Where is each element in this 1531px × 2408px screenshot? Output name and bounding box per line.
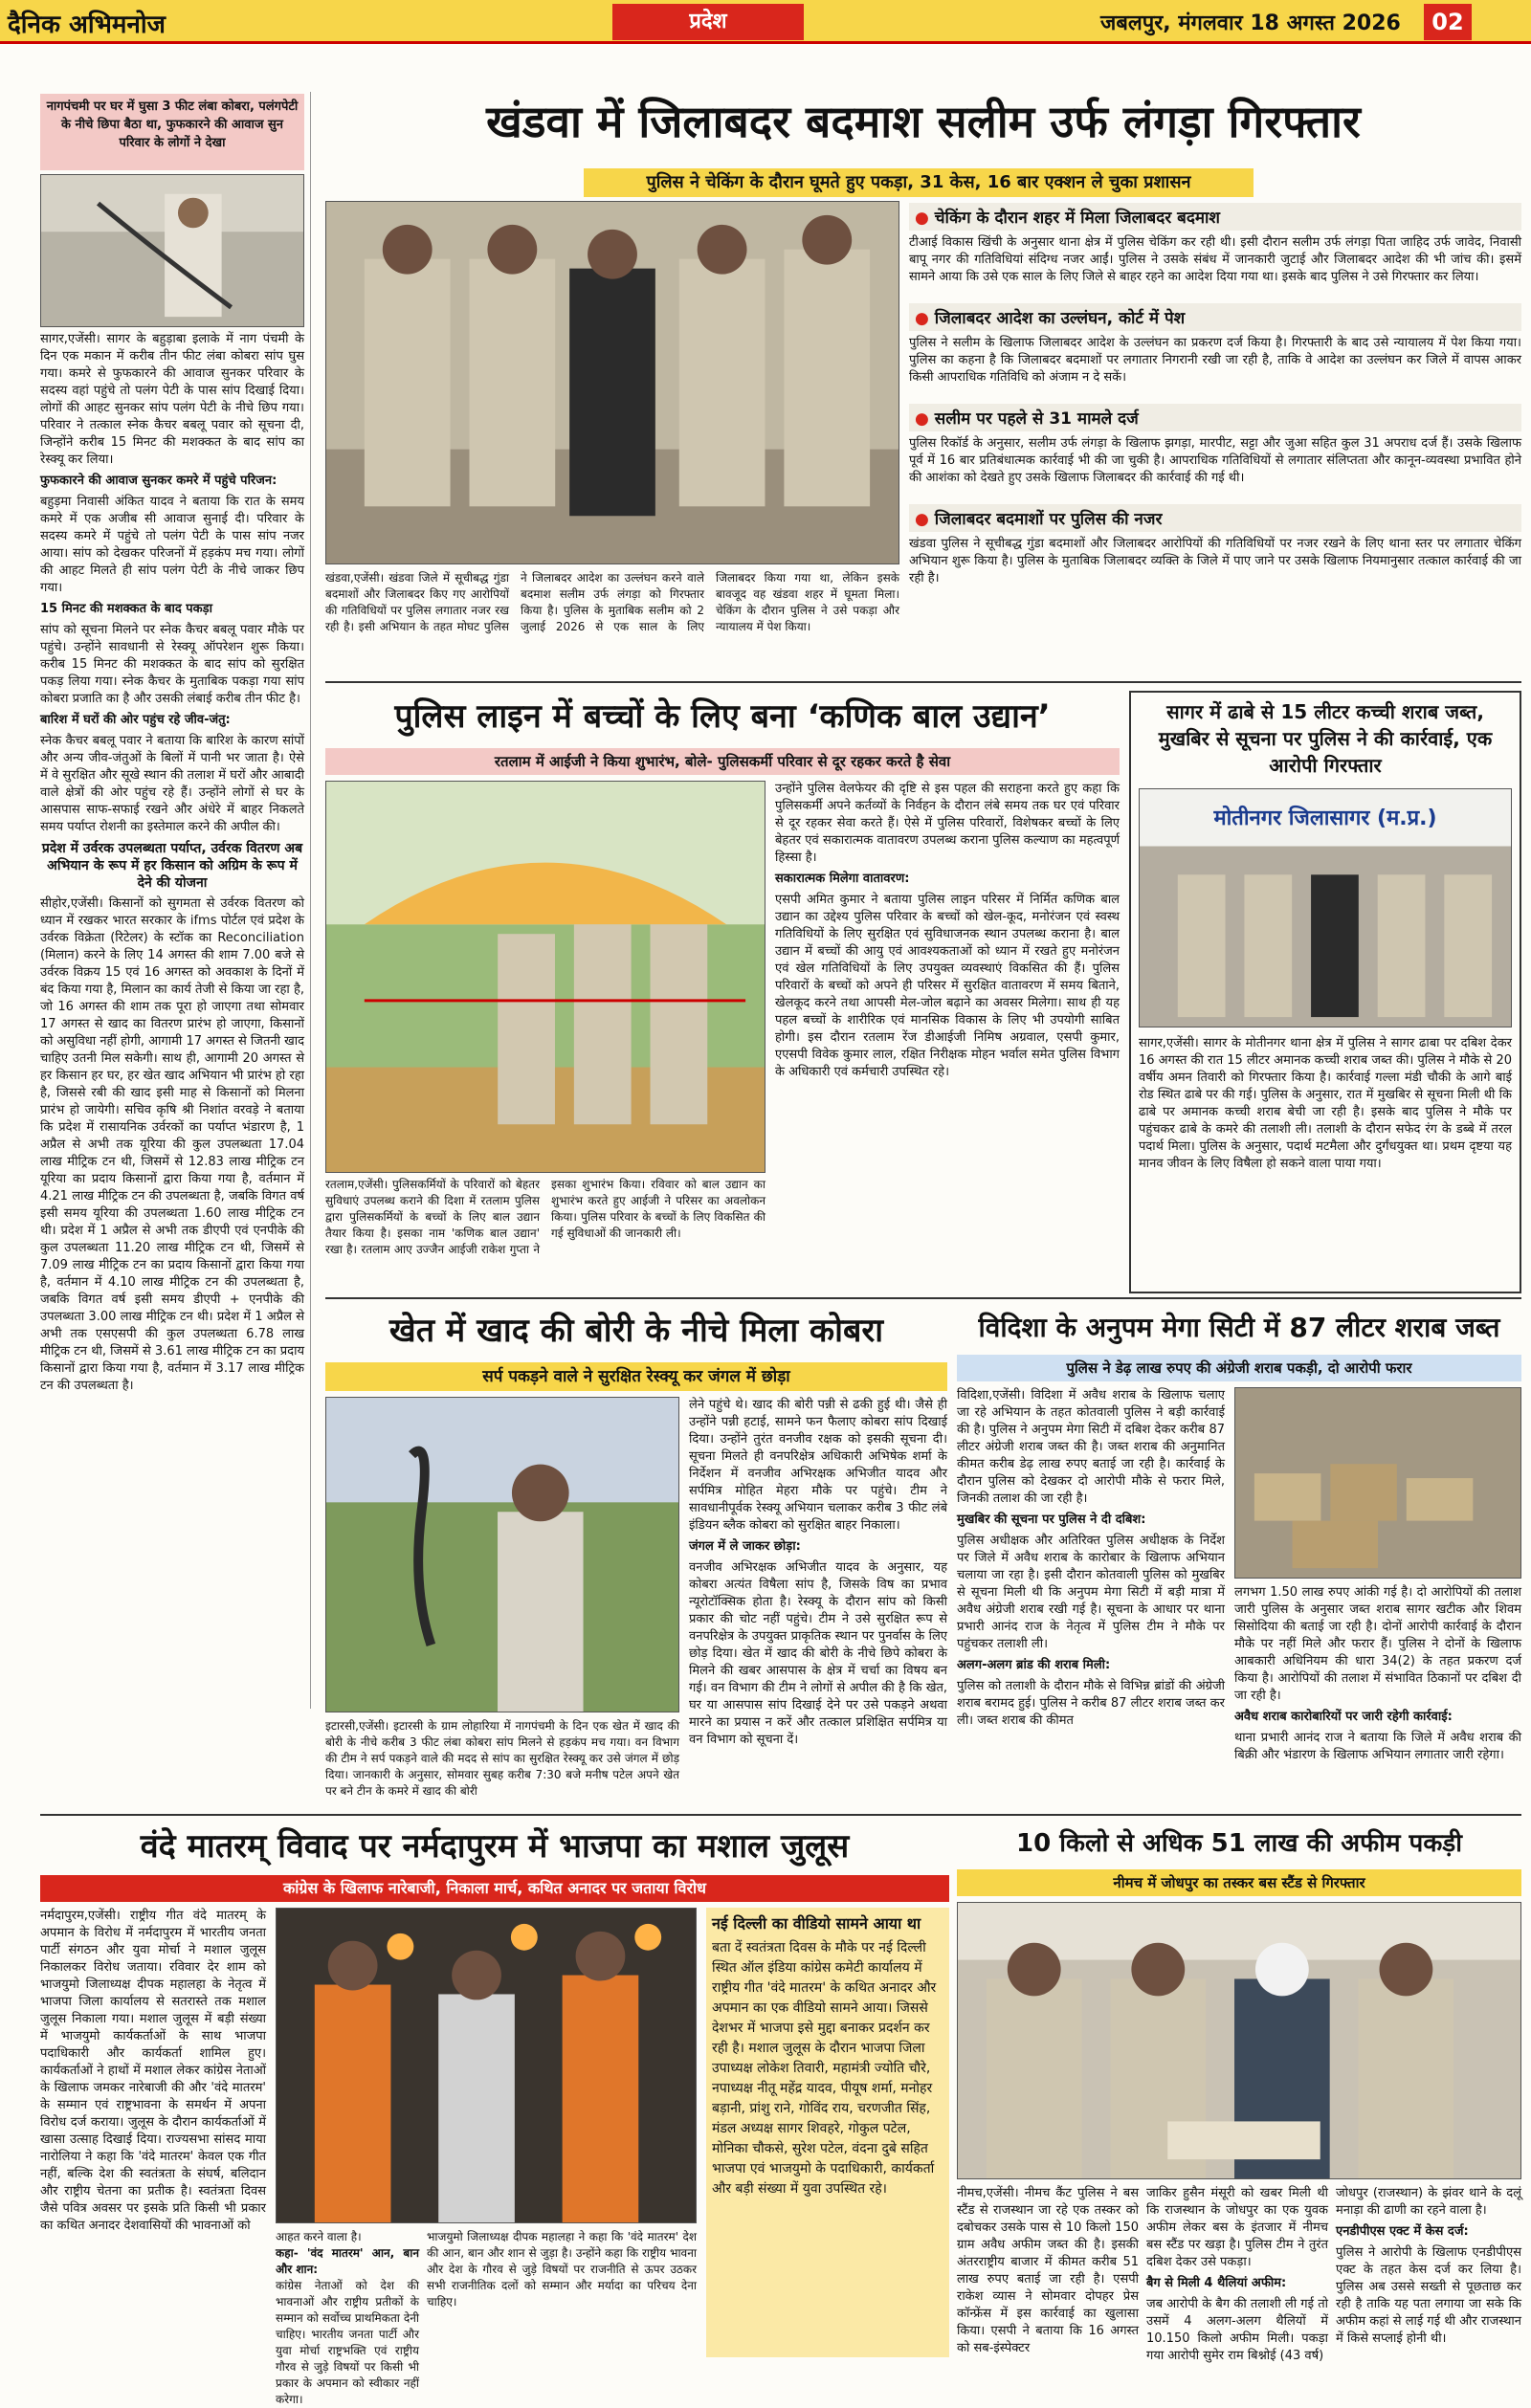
section-rule-2 — [325, 1297, 1521, 1299]
opium-col-1: नीमच,एजेंसी। नीमच कैंट पुलिस ने बस स्टैंड से राजस्थान जा रहे एक तस्कर को दबोचकर उसके पास से 10 किलो 150 ग्राम अवैध अफीम जब्त की है। इसकी अंतरराष्ट्रीय बाजार में कीमत करीब 51 लाख रुपए बताई जा रही है। एसपी राकेश व्यास ने सोमवार दोपहर प्रेस कॉन्फ्रेंस में इस कार्रवाई का खुलासा किया। एसपी ने बताया कि 16 अगस्त को सब-इंस्पेक्टर — [957, 2186, 1139, 2355]
lead-subhead-1: ● चेकिंग के दौरान शहर में मिला जिलाबदर बदमाश — [909, 203, 1521, 231]
sagar-body: सागर,एजेंसी। सागर के मोतीनगर थाना क्षेत्र में पुलिस ने सागर ढाबा पर दबिश देकर 16 अगस्त की रात 15 लीटर अमानक कच्ची शराब जब्त की। पुलिस ने मौके से 20 वर्षीय अमन तिवारी को गिरफ्तार किया है। कार्रवाई गल्ला मंडी चौकी के आगे बाई रोड स्थित ढाबे पर की गई। पुलिस के अनुसार, रात में मुखबिर से सूचना मिली थी कि ढाबे पर अमानक कच्ची शराब बेची जा रही है। इसके बाद पुलिस ने मौके पर पहुंचकर ढाबे के कमरे की तलाशी ली। तलाशी के दौरान सफेद रंग के डब्बे में तरल पदार्थ मिला। पुलिस के अनुसार, पदार्थ मटमैला और दुर्गंधयुक्त था। प्रथम दृष्टया यह मानव जीवन के लिए विषैला हो सकने वाला पाया गया। — [1139, 1036, 1512, 1171]
snake-catcher-photo — [40, 174, 304, 327]
snake-body-3: सांप को सूचना मिलने पर स्नेक कैचर बबलू पवार मौके पर पहुंचे। उन्होंने सावधानी से रेस्क्यू ऑपरेशन शुरू किया। करीब 15 मिनट की मशक्कत के बाद सांप को सुरक्षित पकड़ लिया गया। स्नेक कैचर के मुताबिक पकड़ा गया सांप कोबरा प्रजाति का है और उसकी लंबाई करीब तीन फीट है। — [40, 623, 304, 706]
vande-caption-1 — [276, 2229, 419, 2406]
snake-body-4: स्नेक कैचर बबलू पवार ने बताया कि बारिश के कारण सांपों और अन्य जीव-जंतुओं के बिलों में पानी भर जाता है। ऐसे में वे सुरक्षित और सूखे स्थान की तलाश में घरों और आबादी वाले क्षेत्रों की ओर पहुंच रहे हैं। उन्होंने लोगों से घर के आसपास साफ-सफाई रखने और अंधेरे में बाहर निकलते समय पर्याप्त रोशनी का इस्तेमाल करने की अपील की। — [40, 734, 304, 834]
section-rule-3 — [40, 1814, 1521, 1816]
delhi-video-box — [706, 1908, 949, 2357]
opium-band: नीमच में जोधपुर का तस्कर बस स्टैंड से गिरफ्तार — [957, 1869, 1521, 1896]
baludyan-subhead: सकारात्मक मिलेगा वातावरण: — [775, 872, 910, 886]
snake-story-body — [40, 331, 304, 1967]
lead-photo-caption: खंडवा,एजेंसी। खंडवा जिले में सूचीबद्ध गुंडा बदमाशों और जिलाबदर किए गए आरोपियों की गतिविधियों पर पुलिस लगातार नजर रख रही है। इसी अभियान के तहत मोघट पुलिस ने जिलाबदर आदेश का उल्लंघन करने वाले बदमाश सलीम उर्फ लंगड़ा को गिरफ्तार किया है। पुलिस के मुताबिक सलीम को 2 जुलाई 2026 से एक साल के लिए जिलाबदर किया गया था, लेकिन इसके बावजूद वह खंडवा शहर में घूमता मिला। चेकिंग के दौरान पुलिस ने उसे पकड़ा और न्यायालय में पेश किया। — [325, 571, 899, 633]
snake-subhead-2: 15 मिनट की मशक्कत के बाद पकड़ा — [40, 602, 212, 616]
lead-body-3: पुलिस रिकॉर्ड के अनुसार, सलीम उर्फ लंगड़ा के खिलाफ झगड़ा, मारपीट, सट्टा और जुआ सहित कुल 31 अपराध दर्ज हैं। उसके खिलाफ पूर्व में 16 बार प्रतिबंधात्मक कार्रवाई भी की जा चुकी है। आपराधिक गतिविधियों से लगातार संलिप्तता और कानून-व्यवस्था प्रभावित होने की आशंका को देखते हुए उसके खिलाफ जिलाबदर की कार्रवाई की गई थी। — [909, 436, 1521, 485]
opium-col-3-text: जोधपुर (राजस्थान) के झंवर थाने के दलूं मनाड़ा की ढाणी का रहने वाला है। — [1336, 2186, 1521, 2218]
snake-subhead-1: फुफकारने की आवाज सुनकर कमरे में पहुंचे परिजन: — [40, 474, 277, 488]
lead-band: पुलिस ने चेकिंग के दौरान घूमते हुए पकड़ा, 31 केस, 16 बार एक्शन ले चुका प्रशासन — [584, 168, 1254, 197]
column-divider — [310, 92, 311, 1709]
delhi-video-headline: नई दिल्ली का वीडियो सामने आया था — [712, 1914, 921, 1933]
vande-headline: वंदे मातरम् विवाद पर नर्मदापुरम में भाजपा का मशाल जुलूस — [140, 1827, 850, 1866]
vande-caption-subhead: कहा- 'वंद मातरम' आन, बान और शान: — [276, 2246, 419, 2276]
baludyan-caption: रतलाम,एजेंसी। पुलिसकर्मियों के परिवारों को बेहतर सुविधाएं उपलब्ध कराने की दिशा में रतलाम पुलिस द्वारा पुलिसकर्मियों के बच्चों के लिए बाल उद्यान तैयार किया है। इसका नाम 'कणिक बाल उद्यान' रखा है। रतलाम आए उज्जैन आईजी राकेश गुप्ता ने इसका शुभारंभ किया। रविवार को बाल उद्यान का शुभारंभ करते हुए आईजी ने परिसर का अवलोकन किया। पुलिस परिवार के बच्चों के लिए विकसित की गई सुविधाओं की जानकारी ली। — [325, 1178, 766, 1256]
lead-story-body — [909, 203, 1521, 681]
opium-col-3 — [1336, 2185, 1521, 2359]
lead-body-2: पुलिस ने सलीम के खिलाफ जिलाबदर आदेश के उल्लंघन का प्रकरण दर्ज किया है। गिरफ्तारी के बाद उसे न्यायालय में पेश किया गया। पुलिस का कहना है कि जिलाबदर बदमाशों पर लगातार निगरानी रखी जा रही है, ताकि वे आदेश का उल्लंघन कर जिले में वापस आकर किसी आपराधिक गतिविधि को अंजाम न दे सकें। — [909, 336, 1521, 385]
vidisha-liquor-photo — [1234, 1387, 1521, 1579]
lead-subhead-3: ● सलीम पर पहले से 31 मामले दर्ज — [909, 404, 1521, 431]
snake-story-headline: नागपंचमी पर घर में घुसा 3 फीट लंबा कोबरा, पलंगपेटी के नीचे छिपा बैठा था, फुफकारने की आवाज सुन परिवार के लोगों ने देखा — [40, 94, 304, 170]
police-station-sign: मोतीनगर जिलासागर (म.प्र.) — [1213, 806, 1437, 830]
vande-caption-3: भाजयुमो जिलाध्यक्ष दीपक महालहा ने कहा कि 'वंदे मातरम' देश की आन, बान और शान से जुड़ा है। उन्होंने कहा कि राष्ट्रीय भावना और देश के गौरव से जुड़े विषयों पर राजनीति से ऊपर उठकर सभी राजनीतिक दलों को सम्मान और मर्यादा का परिचय देना चाहिए। — [427, 2230, 697, 2309]
opium-headline: 10 किलो से अधिक 51 लाख की अफीम पकड़ी — [1016, 1829, 1462, 1858]
cobra-subhead: जंगल में ले जाकर छोड़ा: — [689, 1539, 801, 1554]
vidisha-body-2: पुलिस अधीक्षक और अतिरिक्त पुलिस अधीक्षक के निर्देश पर जिले में अवैध शराब के कारोबार के खिलाफ अभियान चलाया जा रहा है। इसी दौरान कोतवाली पुलिस को मुखबिर से सूचना मिली थी कि अनुपम मेगा सिटी में बड़ी मात्रा में अवैध अंग्रेजी शराब रखी गई है। सूचना के आधार पर थाना प्रभारी आनंद राज के नेतृत्व में पुलिस टीम ने मौके पर पहुंचकर तलाशी ली। — [957, 1534, 1225, 1651]
cobra-band: सर्प पकड़ने वाले ने सुरक्षित रेस्क्यू कर जंगल में छोड़ा — [325, 1362, 947, 1391]
torch-rally-photo — [276, 1908, 697, 2223]
baludyan-body-2: एसपी अमित कुमार ने बताया पुलिस लाइन परिसर में निर्मित कणिक बाल उद्यान का उद्देश्य पुलिस परिवार के बच्चों को खेल-कूद, मनोरंजन एवं स्वस्थ गतिविधियों के लिए सुरक्षित एवं सुविधाजनक स्थान उपलब्ध कराना है। बाल उद्यान में बच्चों की आयु एवं आवश्यकताओं को ध्यान में रखते हुए मनोरंजन एवं खेल गतिविधियों के लिए उपयुक्त व्यवस्थाएं विकसित की हैं। पुलिस परिवारों के बच्चों को अपने ही परिसर में सुरक्षित वातावरण में समय बिताने, खेलकूद करने तथा आपसी मेल-जोल बढ़ाने का अवसर मिलेगा। साथ ही यह पहल बच्चों के शारीरिक एवं मानसिक विकास के लिए भी उपयोगी साबित होगी। इस दौरान रतलाम रेंज डीआईजी निमिष अग्रवाल, एसपी कुमार, एएसपी विवेक कुमार लाल, रक्षित निरीक्षक मोहन भर्वाल समेत पुलिस विभाग के अधिकारी एवं कर्मचारी उपस्थित रहे। — [775, 893, 1120, 1079]
opium-col-2-rest: जब आरोपी के बैग की तलाशी ली गई तो उसमें 4 अलग-अलग थैलियों में 10.150 किलो अफीम मिली। पकड़ा गया आरोपी सुमेर राम बिश्नोई (43 वर्ष) — [1146, 2297, 1328, 2363]
cobra-body-1: लेने पहुंचे थे। खाद की बोरी पन्नी से ढकी हुई थी। जैसे ही उन्होंने पन्नी हटाई, सामने फन फैलाए कोबरा सांप दिखाई दिया। उन्होंने तुरंत वनजीव रक्षक को इसकी सूचना दी। सूचना मिलते ही वनपरिक्षेत्र अधिकारी अभिषेक शर्मा के निर्देशन में वनजीव अभिरक्षक अभिजीत यादव और सर्पमित्र मोहित मेहरा मौके पर पहुंचे। टीम ने सावधानीपूर्वक रेस्क्यू अभियान चलाकर करीब 3 फीट लंबे इंडियन ब्लैक कोबरा को सुरक्षित बाहर निकाला। — [689, 1398, 947, 1533]
vande-body: नर्मदापुरम,एजेंसी। राष्ट्रीय गीत वंदे मातरम् के अपमान के विरोध में नर्मदापुरम में भारतीय जनता पार्टी संगठन और युवा मोर्चा ने मशाल जुलूस निकालकर विरोध जताया। रविवार देर शाम को भाजयुमो जिलाध्यक्ष दीपक महालहा के नेतृत्व में भाजपा जिला कार्यालय से सतरास्ते तक मशाल जुलूस निकाला गया। मशाल जुलूस में बड़ी संख्या में भाजयुमो कार्यकर्ताओं के साथ भाजपा पदाधिकारी और कार्यकर्ता शामिल हुए। कार्यकर्ताओं ने हाथों में मशाल लेकर कांग्रेस नेताओं के खिलाफ जमकर नारेबाजी की और 'वंदे मातरम' के सम्मान एवं राष्ट्रभावना के समर्थन में अपना विरोध दर्ज कराया। जुलूस के दौरान कार्यकर्ताओं में खासा उत्साह दिखाई दिया। राज्यसभा सांसद माया नारोलिया ने कहा कि 'वंदे मातरम' केवल एक गीत नहीं, बल्कि देश की स्वतंत्रता के संघर्ष, बलिदान और राष्ट्रीय चेतना का प्रतीक है। स्वतंत्रता दिवस जैसे पवित्र अवसर पर इसके प्रति किसी भी प्रकार का कथित अनादर देशवासियों की भावनाओं को — [40, 1909, 266, 2233]
vidisha-headline: विदिशा के अनुपम मेगा सिटी में 87 लीटर शराब जब्त — [978, 1312, 1500, 1343]
sagar-liquor-box — [1129, 691, 1521, 1293]
baludyan-inauguration-photo — [325, 781, 766, 1173]
lead-body-1: टीआई विकास खिंची के अनुसार थाना क्षेत्र में पुलिस चेकिंग कर रही थी। इसी दौरान सलीम उर्फ लंगड़ा पिता जाहिद उर्फ जावेद, निवासी बापू नगर की गतिविधियां संदिग्ध नजर आईं। पुलिस ने उसके संबंध में जानकारी जुटाई और जिलाबदर आदेश की भी जांच की। इसमें सामने आया कि उसे एक साल के लिए जिले से बाहर रहने का आदेश दिया गया था। इसके बाद पुलिस ने उसे गिरफ्तार कर लिया। — [909, 235, 1521, 284]
vidisha-band: पुलिस ने डेढ़ लाख रुपए की अंग्रेजी शराब पकड़ी, दो आरोपी फरार — [957, 1355, 1521, 1381]
opium-arrest-photo — [957, 1902, 1521, 2179]
opium-col-3-subhead: एनडीपीएस एक्ट में केस दर्ज: — [1336, 2224, 1469, 2239]
newspaper-logo: दैनिक अभिमनोज — [8, 11, 166, 39]
vidisha-subhead-1: मुखबिर की सूचना पर पुलिस ने दी दबिश: — [957, 1513, 1146, 1527]
snake-subhead-3: बारिश में घरों की ओर पहुंच रहे जीव-जंतु: — [40, 713, 231, 727]
fertilizer-headline: प्रदेश में उर्वरक उपलब्धता पर्याप्त, उर्वरक वितरण अब अभियान के रूप में हर किसान को अग्रिम के रूप में देने की योजना — [41, 841, 303, 891]
opium-col-2-subhead: बैग से मिली 4 थैलियां अफीम: — [1146, 2276, 1287, 2290]
fertilizer-body: सीहोर,एजेंसी। किसानों को सुगमता से उर्वरक वितरण को ध्यान में रखकर भारत सरकार के ifms पोर्टल एवं प्रदेश के उर्वरक विक्रेता (रिटेलर) के स्टॉक का Reconciliation (मिलान) करने के लिए 14 अगस्त की शाम 7.00 बजे से उर्वरक विक्रय 15 एवं 16 अगस्त को अवकाश के दिनों में बंद किया गया है, मिलान का कार्य तेजी से किया जा रहा है, जो 16 अगस्त की शाम तक पूरा हो जाएगा तथा सोमवार 17 अगस्त से खाद का वितरण प्रारंभ हो जाएगा, किसानों को असुविधा नहीं होगी, आगामी 17 अगस्त से जितनी खाद चाहिए उतनी मिल सकेगी। साथ ही, आगामी 20 अगस्त से हर किसान हर घर, हर खेत खाद अभियान भी प्रारंभ हो रहा है, जिससे रबी की खाद इसी माह से किसानों को मिलना प्रारंभ हो जायेगी। सचिव कृषि श्री निशांत वरवड़े ने बताया कि प्रदेश में रासायनिक उर्वरकों का पर्याप्त भंडारण है, 1 अप्रैल से अभी तक यूरिया की कुल उपलब्धता 17.04 लाख मीट्रिक टन थी, जिसमें से 12.83 लाख मीट्रिक टन यूरिया का प्रदाय किसानों द्वारा किया गया है, वर्तमान में 4.21 लाख मीट्रिक टन की उपलब्धता है, जबकि विगत वर्ष इसी समय यूरिया की उपलब्धता 1.60 लाख मीट्रिक टन थी। प्रदेश में 1 अप्रैल से अभी तक डीएपी एवं एनपीके की कुल उपलब्धता 11.20 लाख मीट्रिक टन थी, जिसमें से 7.09 लाख मीट्रिक टन का प्रदाय किसानों द्वारा किया गया है, वर्तमान में 4.10 लाख मीट्रिक टन की उपलब्धता है, जबकि विगत वर्ष इसी समय डीएपी + एनपीके की उपलब्धता 3.00 लाख मीट्रिक टन थी। प्रदेश में 1 अप्रैल से अभी तक एसएसपी की कुल उपलब्धता 6.78 लाख मीट्रिक टन थी, जिसमें से 3.61 लाख मीट्रिक टन का प्रदाय किसानों द्वारा किया गया है, वर्तमान में 3.17 लाख मीट्रिक टन की उपलब्धता है। — [40, 896, 304, 1393]
vidisha-body-left — [957, 1387, 1225, 1808]
vidisha-body-1: विदिशा,एजेंसी। विदिशा में अवैध शराब के खिलाफ चलाए जा रहे अभियान के तहत कोतवाली पुलिस ने बड़ी कार्रवाई की है। पुलिस ने अनुपम मेगा सिटी में दबिश देकर करीब 87 लीटर अंग्रेजी शराब जब्त की है। जब्त शराब की अनुमानित कीमत करीब डेढ़ लाख रुपए बताई जा रही है। कार्रवाई के दौरान पुलिस को देखकर दो आरोपी मौके से फरार मिले, जिनकी तलाश की जा रही है। — [957, 1388, 1225, 1506]
lead-subhead-2: ● जिलाबदर आदेश का उल्लंघन, कोर्ट में पेश — [909, 303, 1521, 331]
snake-body-1: सागर,एजेंसी। सागर के बहुड़ाबा इलाके में नाग पंचमी के दिन एक मकान में करीब तीन फीट लंबा कोबरा सांप घुस गया। कमरे से फुफकारने की आवाज सुनकर परिवार के सदस्य वहां पहुंचे तो पलंग पेटी के पास सांप दिखाई दिया। लोगों की आहट सुनकर सांप पलंग पेटी के नीचे छिप गया। परिवार ने तत्काल स्नेक कैचर बबलू पवार को सूचना दी, जिन्होंने करीब 15 मिनट की मशक्कत के बाद सांप का रेस्क्यू कर लिया। — [40, 332, 304, 467]
vidisha-body-3: पुलिस को तलाशी के दौरान मौके से विभिन्न ब्रांडों की अंग्रेजी शराब बरामद हुई। पुलिस ने करीब 87 लीटर शराब जब्त कर ली। जब्त शराब की कीमत — [957, 1679, 1225, 1728]
cobra-rescue-photo — [325, 1397, 679, 1712]
delhi-video-body: बता दें स्वतंत्रता दिवस के मौके पर नई दिल्ली स्थित ऑल इंडिया कांग्रेस कमेटी कार्यालय में राष्ट्रीय गीत 'वंदे मातरम' के कथित अनादर और अपमान का एक वीडियो सामने आया। जिससे देशभर में भाजपा इसे मुद्दा बनाकर प्रदर्शन कर रही है। मशाल जुलूस के दौरान भाजपा जिला उपाध्यक्ष लोकेश तिवारी, महामंत्री ज्योति चौरे, नपाध्यक्ष नीतू महेंद्र यादव, पीयूष शर्मा, मनोहर बड़ानी, प्रांशु राने, गोविंद राय, चरणजीत सिंह, मंडल अध्यक्ष सागर शिवहरे, गोकुल पटेल, मोनिका चौकसे, सुरेश पटेल, वंदना दुबे सहित भाजपा एवं भाजयुमो के पदाधिकारी, कार्यकर्ता और बड़ी संख्या में युवा उपस्थित रहे। — [712, 1940, 937, 2197]
opium-col-2 — [1146, 2185, 1328, 2363]
vidisha-body-right — [1234, 1584, 1521, 1810]
section-label: प्रदेश — [612, 4, 804, 40]
vande-caption-1-text: आहत करने वाला है। — [276, 2230, 362, 2243]
page-number: 02 — [1424, 4, 1472, 40]
lead-headline: खंडवा में जिलाबदर बदमाश सलीम उर्फ लंगड़ा गिरफ्तार — [486, 96, 1361, 147]
baludyan-body — [775, 781, 1120, 1297]
cobra-body-2: वनजीव अभिरक्षक अभिजीत यादव के अनुसार, यह कोबरा अत्यंत विषैला सांप है, जिसके विष का प्रभाव न्यूरोटॉक्सिक होता है। रेस्क्यू के दौरान सांप को किसी प्रकार की चोट नहीं पहुंचे। टीम ने उसे सुरक्षित रूप से वनपरिक्षेत्र के उपयुक्त प्राकृतिक स्थान पर पुनर्वास के लिए छोड़ दिया। खेत में खाद की बोरी के नीचे छिपे कोबरा के मिलने की खबर आसपास के क्षेत्र में चर्चा का विषय बन गई। वन विभाग की टीम ने लोगों से अपील की है कि खेत, घर या आसपास सांप दिखाई देने पर उसे पकड़ने अथवा मारने का प्रयास न करें और तत्काल प्रशिक्षित सर्पमित्र या वन विभाग को सूचना दें। — [689, 1560, 947, 1747]
sagar-police-photo — [1139, 788, 1512, 1027]
cobra-caption: इटारसी,एजेंसी। इटारसी के ग्राम लोहारिया में नागपंचमी के दिन एक खेत में खाद की बोरी के नीचे करीब 3 फीट लंबा कोबरा सांप मिलने से हड़कंप मच गया। वन विभाग की टीम ने सर्प पकड़ने वाले की मदद से सांप का सुरक्षित रेस्क्यू कर उसे जंगल में छोड़ दिया। जानकारी के अनुसार, सोमवार सुबह करीब 7:30 बजे मनीष पटेल अपने खेत पर बने टीन के कमरे में खाद की बोरी — [325, 1719, 679, 1798]
section-rule — [325, 681, 1521, 683]
baludyan-headline: पुलिस लाइन में बच्चों के लिए बना ‘कणिक बाल उद्यान’ — [394, 697, 1051, 736]
lead-body-4: खंडवा पुलिस ने सूचीबद्ध गुंडा बदमाशों और जिलाबदर आरोपियों की गतिविधियों पर नजर रखने के लिए थाना स्तर पर लगातार चेकिंग अभियान शुरू किया है। पुलिस के मुताबिक जिलाबदर व्यक्ति के जिले में पाए जाने पर उसके खिलाफ नियमानुसार तत्काल कार्रवाई की जा रही है। — [909, 537, 1521, 585]
vande-band: कांग्रेस के खिलाफ नारेबाजी, निकाला मार्च, कथित अनादर पर जताया विरोध — [40, 1875, 949, 1902]
vidisha-subhead-2: अलग-अलग ब्रांड की शराब मिली: — [957, 1658, 1111, 1672]
lead-subhead-4: ● जिलाबदर बदमाशों पर पुलिस की नजर — [909, 504, 1521, 532]
vidisha-subhead-3: अवैध शराब कारोबारियों पर जारी रहेगी कार्रवाई: — [1234, 1710, 1453, 1724]
cobra-headline: खेत में खाद की बोरी के नीचे मिला कोबरा — [388, 1312, 884, 1350]
dateline: जबलपुर, मंगलवार 18 अगस्त 2026 — [1100, 11, 1401, 35]
baludyan-band: रतलाम में आईजी ने किया शुभारंभ, बोले- पुलिसकर्मी परिवार से दूर रहकर करते है सेवा — [325, 748, 1120, 775]
masthead — [0, 0, 1531, 44]
vande-caption-2: कांग्रेस नेताओं को देश की भावनाओं और राष्ट्रीय प्रतीकों के सम्मान को सर्वोच्च प्राथमिकता देनी चाहिए। भारतीय जनता पार्टी और युवा मोर्चा राष्ट्रभक्ति एवं राष्ट्रीय गौरव से जुड़े विषयों पर किसी भी प्रकार के अपमान को स्वीकार नहीं करेगा। — [276, 2279, 419, 2406]
opium-col-2-text: जाकिर हुसैन मंसूरी को खबर मिली थी कि राजस्थान के जोधपुर का एक युवक अफीम लेकर बस के इंतजार में नीमच बस स्टैंड पर खड़ा है। पुलिस टीम ने तुरंत दबिश देकर उसे पकड़ा। — [1146, 2186, 1328, 2269]
lead-photo-police-arrest — [325, 201, 899, 564]
vidisha-body-4: लगभग 1.50 लाख रुपए आंकी गई है। दो आरोपियों की तलाश जारी पुलिस के अनुसार जब्त शराब सागर खटीक और शिवम सिसोदिया की बताई जा रही है। दोनों आरोपी कार्रवाई के दौरान मौके पर नहीं मिले और फरार हैं। पुलिस ने दोनों के खिलाफ आबकारी अधिनियम की धारा 34(2) के तहत प्रकरण दर्ज किया है। आरोपियों की तलाश में संभावित ठिकानों पर दबिश दी जा रही है। — [1234, 1585, 1521, 1703]
opium-col-3-rest: पुलिस ने आरोपी के खिलाफ एनडीपीएस एक्ट के तहत केस दर्ज कर लिया है। पुलिस अब उससे सख्ती से पूछताछ कर रही है ताकि यह पता लगाया जा सके कि अफीम कहां से लाई गई थी और राजस्थान में किसे सप्लाई होनी थी। — [1336, 2245, 1521, 2346]
baludyan-body-1: उन्होंने पुलिस वेलफेयर की दृष्टि से इस पहल की सराहना करते हुए कहा कि पुलिसकर्मी अपने कर्तव्यों के निर्वहन के दौरान लंबे समय तक घर एवं परिवार से दूर रहकर सेवा करते हैं। ऐसे में पुलिस परिवारों, विशेषकर बच्चों के लिए बेहतर एवं सकारात्मक वातावरण उपलब्ध कराना पुलिस कल्याण का महत्वपूर्ण हिस्सा है। — [775, 782, 1120, 865]
sagar-headline: सागर में ढाबे से 15 लीटर कच्ची शराब जब्त, मुखबिर से सूचना पर पुलिस ने की कार्रवाई, एक आरोपी गिरफ्तार — [1158, 700, 1493, 777]
snake-body-2: बहुड़मा निवासी अंकित यादव ने बताया कि रात के समय कमरे में एक अजीब सी आवाज सुनाई दी। परिवार के सदस्य कमरे में पहुंचे तो पलंग पेटी के पास सांप नजर आया। सांप को देखकर परिजनों में हड़कंप मच गया। लोगों की आहट मिलते ही सांप पलंग पेटी के नीचे जाकर छिप गया। — [40, 495, 304, 595]
cobra-body — [689, 1397, 947, 1799]
vidisha-body-5: थाना प्रभारी आनंद राज ने बताया कि जिले में अवैध शराब की बिक्री और भंडारण के खिलाफ अभियान लगातार जारी रहेगा। — [1234, 1731, 1521, 1762]
